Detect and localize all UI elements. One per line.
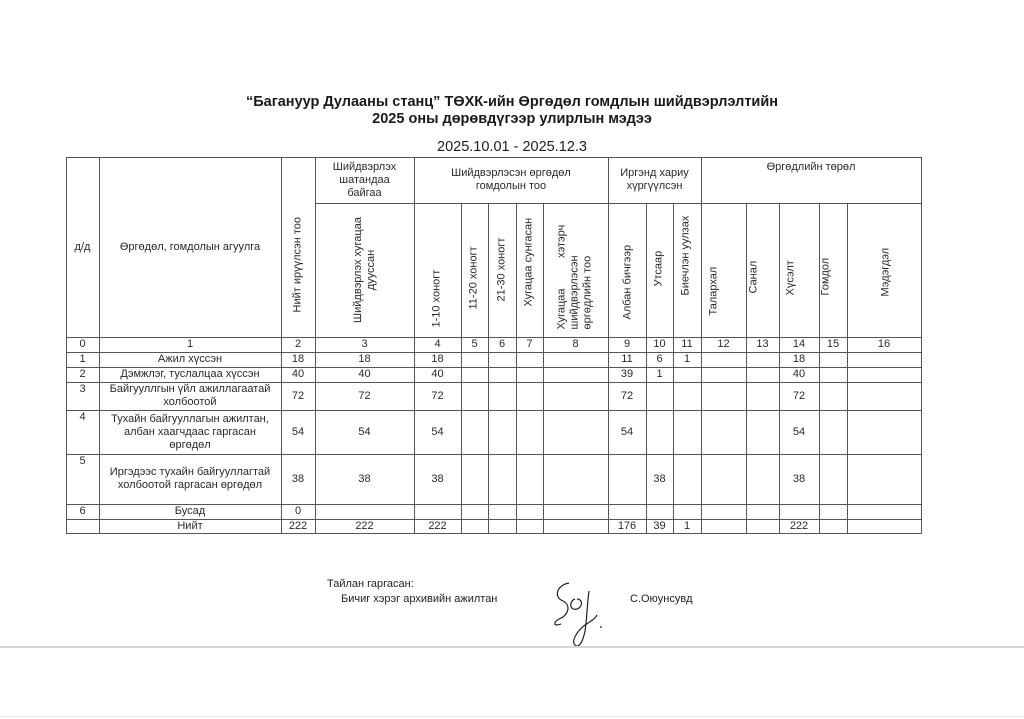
table-cell bbox=[315, 504, 414, 519]
table-cell bbox=[516, 367, 543, 382]
table-cell bbox=[516, 382, 543, 410]
table-cell bbox=[847, 410, 921, 454]
header-days-21-30: 21-30 хоногт bbox=[495, 237, 508, 302]
column-number-cell: 2 bbox=[294, 338, 302, 350]
table-cell: 39 bbox=[653, 519, 666, 532]
table-cell bbox=[543, 519, 608, 533]
table-cell bbox=[516, 519, 543, 533]
signature bbox=[545, 575, 615, 655]
table-cell bbox=[488, 454, 516, 504]
header-overdue-resolved: Хугацаа хэтэрч шийдвэрлэсэн өргөдлийн тоо bbox=[555, 224, 594, 330]
table-cell bbox=[673, 454, 701, 504]
table-cell: 38 bbox=[358, 472, 371, 485]
header-content: Өргөдөл, гомдолын агуулга bbox=[119, 240, 261, 253]
table-cell bbox=[746, 519, 779, 533]
prepared-by-label: Тайлан гаргасан: bbox=[327, 578, 414, 590]
header-request: Хүсэлт bbox=[784, 260, 797, 296]
header-official-letter: Албан бичгээр bbox=[621, 244, 634, 320]
column-number-cell: 6 bbox=[498, 338, 506, 350]
column-number-cell: 12 bbox=[717, 338, 730, 350]
table-cell: 0 bbox=[294, 505, 302, 517]
column-number-cell: 3 bbox=[361, 338, 368, 350]
row-label-cell: Байгууллгын үйл ажиллагаатай холбоотой bbox=[109, 383, 271, 408]
table-cell: 38 bbox=[653, 472, 666, 485]
table-cell: 40 bbox=[431, 368, 444, 380]
header-pending-expired: Шийдвэрлэх хугацаа дууссан bbox=[352, 217, 377, 323]
table-cell bbox=[543, 410, 608, 454]
column-number-cell: 0 bbox=[79, 338, 86, 350]
table-cell: 40 bbox=[358, 368, 371, 380]
grid-line bbox=[921, 157, 922, 534]
table-cell bbox=[543, 504, 608, 519]
table-cell bbox=[701, 504, 746, 519]
column-number-cell: 13 bbox=[756, 338, 769, 350]
table-cell bbox=[461, 504, 488, 519]
table-cell bbox=[819, 454, 847, 504]
table-cell: 2 bbox=[79, 368, 86, 380]
column-number-cell: 16 bbox=[877, 338, 891, 350]
table-cell bbox=[488, 410, 516, 454]
table-cell: 54 bbox=[620, 425, 634, 438]
header-extended: Хугацаа сунгасан bbox=[522, 217, 535, 307]
header-in-person: Биечлэн уулзах bbox=[679, 215, 692, 296]
table-cell: 54 bbox=[792, 425, 806, 438]
table-cell bbox=[461, 519, 488, 533]
table-cell bbox=[701, 367, 746, 382]
table-cell bbox=[746, 352, 779, 367]
prepared-by-position: Бичиг хэрэг архивийн ажилтан bbox=[341, 593, 498, 605]
table-cell bbox=[673, 367, 701, 382]
table-cell: 38 bbox=[431, 472, 444, 485]
table-cell: 40 bbox=[792, 368, 806, 380]
header-group-response: Иргэнд хариу хүргүүлсэн bbox=[620, 167, 689, 192]
table-cell bbox=[847, 382, 921, 410]
header-group-type: Өргөдлийн төрөл bbox=[766, 161, 856, 173]
table-cell: 40 bbox=[291, 368, 305, 380]
table-cell bbox=[516, 352, 543, 367]
table-cell bbox=[543, 352, 608, 367]
table-cell: 11 bbox=[621, 353, 633, 365]
table-cell bbox=[461, 382, 488, 410]
row-label-cell: Нийт bbox=[177, 519, 203, 532]
table-cell: 38 bbox=[792, 472, 806, 485]
table-cell bbox=[819, 367, 847, 382]
table-cell: 72 bbox=[291, 389, 305, 402]
table-cell: 54 bbox=[431, 425, 444, 438]
column-number-cell: 15 bbox=[826, 338, 840, 350]
table-cell bbox=[488, 382, 516, 410]
table-cell bbox=[819, 410, 847, 454]
table-cell: 3 bbox=[79, 383, 86, 395]
table-cell: 72 bbox=[620, 389, 634, 402]
table-cell bbox=[746, 504, 779, 519]
table-cell: 1 bbox=[79, 353, 86, 365]
table-cell bbox=[847, 454, 921, 504]
table-cell: 72 bbox=[358, 389, 371, 402]
row-label-cell: Тухайн байгууллагын ажилтан, албан хаагчдаас гаргасан өргөдөл bbox=[111, 412, 269, 451]
table-cell bbox=[746, 382, 779, 410]
column-number-cell: 9 bbox=[623, 338, 631, 350]
table-cell: 1 bbox=[656, 368, 663, 380]
header-dd: д/д bbox=[74, 240, 91, 253]
table-cell bbox=[461, 367, 488, 382]
row-label-cell: Бусад bbox=[174, 505, 206, 517]
table-cell: 222 bbox=[789, 519, 809, 532]
table-cell bbox=[488, 519, 516, 533]
grid-line bbox=[66, 533, 922, 534]
table-cell bbox=[819, 504, 847, 519]
header-days-1-10: 1-10 хоногт bbox=[430, 269, 443, 328]
table-cell: 39 bbox=[620, 368, 634, 380]
title-line-1: “Багануур Дулааны станц” ТӨХК-ийн Өргөдөл гомдлын шийдвэрлэлтийн bbox=[245, 94, 779, 110]
header-thanks: Талархал bbox=[707, 266, 720, 316]
column-number-cell: 1 bbox=[186, 338, 194, 350]
table-cell bbox=[461, 352, 488, 367]
table-cell: 222 bbox=[288, 519, 308, 532]
prepared-by-name: С.Оюунсувд bbox=[630, 593, 693, 605]
table-cell bbox=[847, 352, 921, 367]
scan-artifact-line bbox=[0, 716, 1024, 717]
table-cell bbox=[701, 454, 746, 504]
header-group-resolved: Шийдвэрлэсэн өргөдөл гомдолын тоо bbox=[451, 167, 571, 192]
column-number-cell: 8 bbox=[572, 338, 579, 350]
table-cell bbox=[66, 519, 99, 533]
header-complaint: Гомдол bbox=[819, 257, 832, 296]
table-cell bbox=[847, 367, 921, 382]
row-label-cell: Ажил хүссэн bbox=[157, 353, 223, 365]
table-cell bbox=[646, 382, 673, 410]
table-cell bbox=[543, 382, 608, 410]
column-number-cell: 5 bbox=[471, 338, 478, 350]
table-cell: 1 bbox=[683, 519, 691, 532]
table-cell: 176 bbox=[617, 519, 637, 532]
table-cell bbox=[608, 454, 646, 504]
table-cell: 54 bbox=[358, 425, 371, 438]
header-report: Мэдэгдэл bbox=[879, 247, 892, 297]
signature-icon bbox=[545, 575, 615, 655]
header-suggestion: Санал bbox=[747, 260, 760, 294]
header-total-received: Нийт ирүүлсэн тоо bbox=[291, 216, 304, 313]
header-by-phone: Утсаар bbox=[652, 250, 665, 287]
table-cell bbox=[701, 352, 746, 367]
table-cell bbox=[673, 504, 701, 519]
table-cell bbox=[847, 504, 921, 519]
table-cell bbox=[414, 504, 461, 519]
table-cell: 18 bbox=[431, 353, 444, 365]
table-cell bbox=[847, 519, 921, 533]
table-cell bbox=[746, 410, 779, 454]
table-cell bbox=[516, 410, 543, 454]
table-cell: 222 bbox=[355, 519, 374, 532]
table-cell bbox=[646, 504, 673, 519]
title-line-2: 2025 оны дөрөвдүгээр улирлын мэдээ bbox=[372, 111, 652, 127]
table-cell bbox=[516, 454, 543, 504]
table-cell bbox=[646, 410, 673, 454]
table-cell bbox=[461, 410, 488, 454]
table-cell: 5 bbox=[79, 455, 86, 467]
table-cell bbox=[819, 352, 847, 367]
table-cell bbox=[819, 382, 847, 410]
table-cell bbox=[608, 504, 646, 519]
scan-artifact-line bbox=[0, 646, 1024, 648]
table-cell bbox=[673, 382, 701, 410]
table-cell bbox=[543, 367, 608, 382]
table-cell bbox=[543, 454, 608, 504]
table-cell bbox=[746, 367, 779, 382]
table-cell bbox=[673, 410, 701, 454]
table-cell: 18 bbox=[358, 353, 371, 365]
table-cell bbox=[819, 519, 847, 533]
table-cell: 72 bbox=[792, 389, 806, 402]
table-cell: 18 bbox=[291, 353, 305, 365]
table-cell bbox=[746, 454, 779, 504]
table-cell: 72 bbox=[431, 389, 444, 402]
column-number-cell: 7 bbox=[526, 338, 533, 350]
table-cell bbox=[488, 367, 516, 382]
table-cell bbox=[488, 352, 516, 367]
column-number-cell: 10 bbox=[653, 338, 666, 350]
column-number-cell: 14 bbox=[792, 338, 806, 350]
row-label-cell: Дэмжлэг, туслалцаа хүссэн bbox=[120, 368, 260, 380]
table-cell: 54 bbox=[291, 425, 305, 438]
table-cell bbox=[461, 454, 488, 504]
column-number-cell: 11 bbox=[681, 338, 693, 350]
report-period: 2025.10.01 - 2025.12.3 bbox=[437, 139, 587, 155]
table-cell: 4 bbox=[79, 411, 86, 423]
table-cell: 38 bbox=[291, 472, 305, 485]
table-cell bbox=[488, 504, 516, 519]
table-cell: 6 bbox=[656, 353, 663, 365]
table-cell: 6 bbox=[79, 505, 86, 517]
table-cell: 1 bbox=[683, 353, 691, 365]
table-cell bbox=[701, 382, 746, 410]
column-number-cell: 4 bbox=[434, 338, 441, 350]
table-cell bbox=[701, 410, 746, 454]
table-cell bbox=[779, 504, 819, 519]
table-cell: 222 bbox=[428, 519, 447, 532]
header-days-11-20: 11-20 хоногт bbox=[467, 246, 480, 310]
table-cell bbox=[701, 519, 746, 533]
table-cell bbox=[516, 504, 543, 519]
table-cell: 18 bbox=[792, 353, 806, 365]
header-group-pending: Шийдвэрлэх шатандаа байгаа bbox=[332, 160, 397, 199]
row-label-cell: Иргэдээс тухайн байгууллагтай холбоотой гаргасан өргөдөл bbox=[109, 466, 271, 491]
